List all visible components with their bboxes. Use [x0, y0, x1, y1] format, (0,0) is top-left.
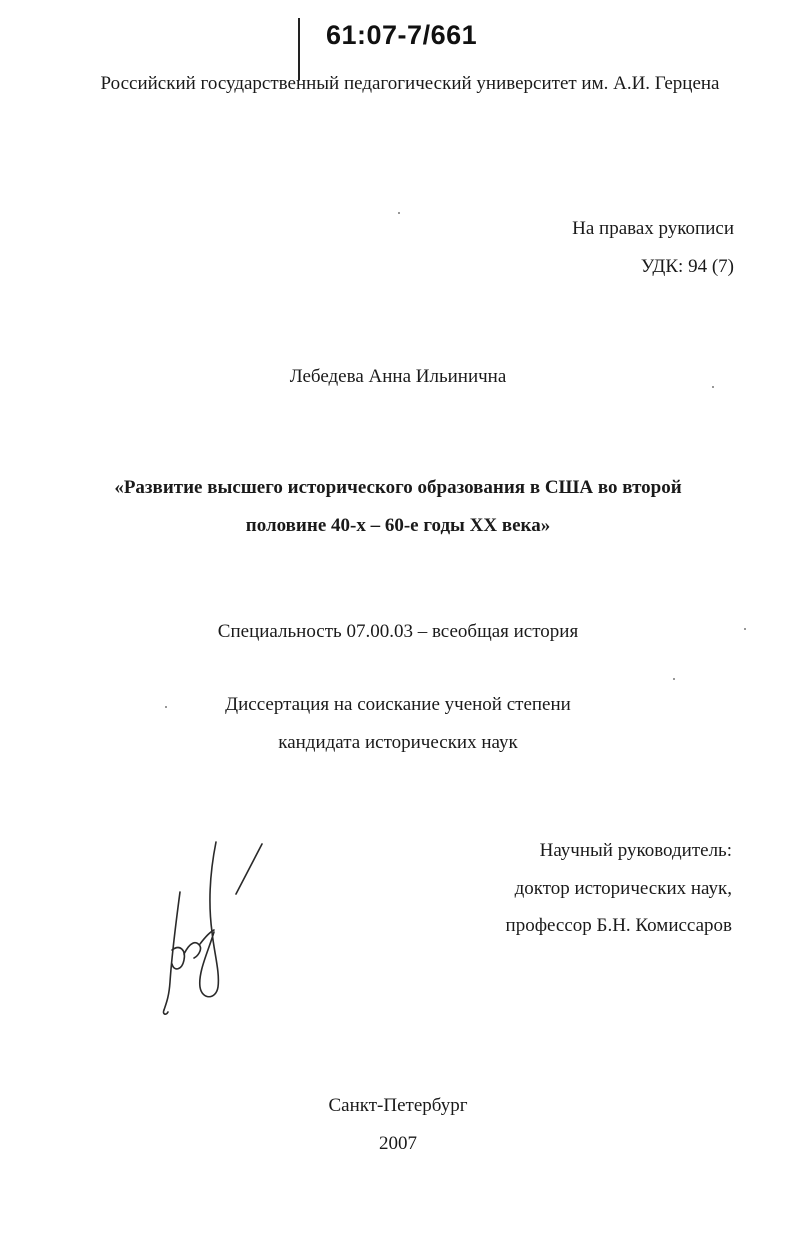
- degree-statement-line-1: Диссертация на соискание ученой степени: [225, 694, 571, 715]
- scan-speck: [673, 678, 675, 680]
- university-name: Российский государственный педагогический университет им. А.И. Герцена: [100, 73, 720, 94]
- stamp-divider: [298, 18, 300, 80]
- supervisor-label: Научный руководитель:: [539, 840, 732, 861]
- scan-speck: [744, 628, 746, 630]
- publication-year: 2007: [379, 1133, 417, 1154]
- author-name: Лебедева Анна Ильинична: [289, 366, 507, 387]
- scan-speck: [398, 212, 400, 214]
- dissertation-title-line-1: «Развитие высшего исторического образования в США во второй: [114, 477, 682, 498]
- udk-code: УДК: 94 (7): [640, 256, 734, 277]
- supervisor-degree: доктор исторических наук,: [514, 878, 732, 899]
- scan-speck: [165, 706, 167, 708]
- scan-speck: [712, 386, 714, 388]
- dissertation-title-line-2: половине 40-х – 60-е годы XX века»: [245, 515, 551, 536]
- manuscript-rights-note: На правах рукописи: [572, 218, 734, 239]
- degree-statement-line-2: кандидата исторических наук: [278, 732, 518, 753]
- supervisor-name: профессор Б.Н. Комиссаров: [505, 915, 732, 936]
- city-name: Санкт-Петербург: [328, 1095, 468, 1116]
- specialty-line: Специальность 07.00.03 – всеобщая история: [217, 621, 579, 642]
- handwritten-signature: [150, 832, 280, 1022]
- archive-stamp-code: 61:07-7/661: [326, 20, 478, 50]
